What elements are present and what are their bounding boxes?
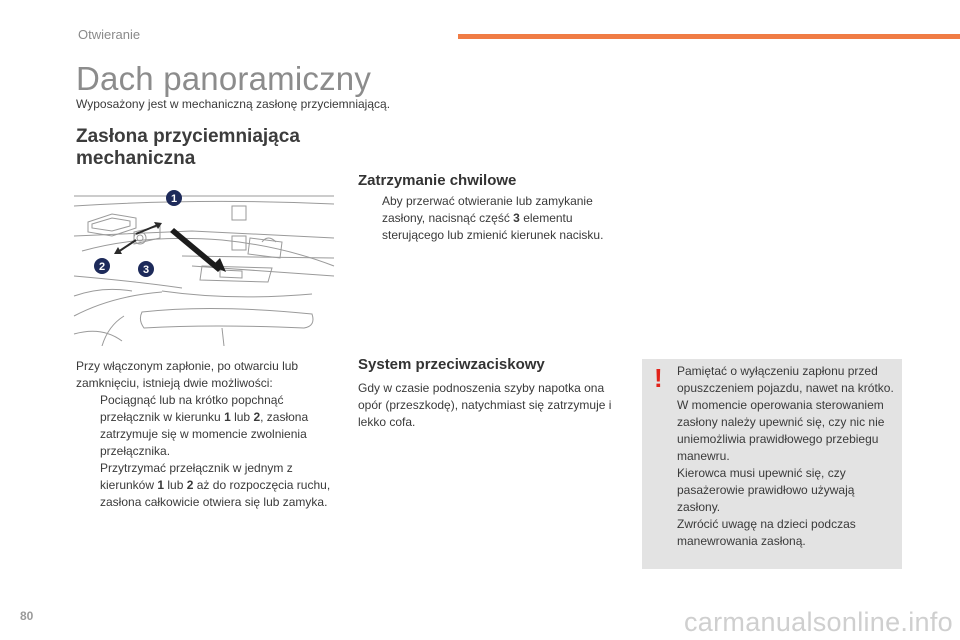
antipinch-text: Gdy w czasie podnoszenia szyby napotka ona opór (przeszkodę), natychmiast się zatrzymuje i lekko cofa. (358, 381, 612, 429)
warning-paragraph: W momencie operowania sterowaniem zasłony należy upewnić się, czy nic nie uniemożliwia prawidłowego przebiegu manewru. (677, 398, 885, 463)
warning-icon: ! (654, 363, 663, 393)
page-title: Dach panoramiczny (76, 60, 372, 97)
section-label: Otwieranie (78, 27, 141, 42)
sunblind-bullet-2: Przytrzymać przełącznik w jednym z kierunków 1 lub 2 aż do rozpoczęcia ruchu, zasłona całkowicie otwiera się lub zamyka. (100, 461, 331, 509)
header-accent-bar (458, 34, 960, 39)
sunblind-text (76, 358, 346, 511)
pause-heading: Zatrzymanie chwilowe (358, 172, 517, 189)
intro-text: Wyposażony jest w mechaniczną zasłonę przyciemniającą. (76, 97, 391, 111)
antipinch-heading: System przeciwzaciskowy (358, 356, 545, 373)
callout-2: 2 (98, 261, 106, 273)
warning-paragraph: Kierowca musi upewnić się, czy pasażerowie prawidłowo używają zasłony. (677, 466, 855, 514)
page-number: 80 (20, 609, 34, 623)
sunblind-bullet-1: Pociągnąć lub na krótko popchnąć przełącznik w kierunku 1 lub 2, zasłona zatrzymuje się w momencie zwolnienia przełącznika. (100, 393, 309, 458)
pause-bullet: Aby przerwać otwieranie lub zamykanie zasłony, nacisnąć część 3 elementu sterującego lub zmienić kierunek nacisku. (382, 194, 604, 242)
callout-1: 1 (170, 193, 178, 205)
sunblind-heading: Zasłona przyciemniająca mechaniczna (76, 126, 300, 169)
callout-3: 3 (142, 264, 150, 276)
warning-paragraph: Pamiętać o wyłączeniu zapłonu przed opuszczeniem pojazdu, nawet na krótko. (677, 364, 894, 395)
warning-paragraph: Zwrócić uwagę na dzieci podczas manewrowania zasłoną. (677, 517, 856, 548)
warning-box (642, 359, 902, 569)
warning-text (677, 363, 899, 550)
sunblind-switch-illustration (72, 176, 336, 346)
watermark: carmanualsonline.info (684, 607, 953, 637)
sunblind-lead: Przy włączonym zapłonie, po otwarciu lub zamknięciu, istnieją dwie możliwości: (76, 359, 299, 390)
